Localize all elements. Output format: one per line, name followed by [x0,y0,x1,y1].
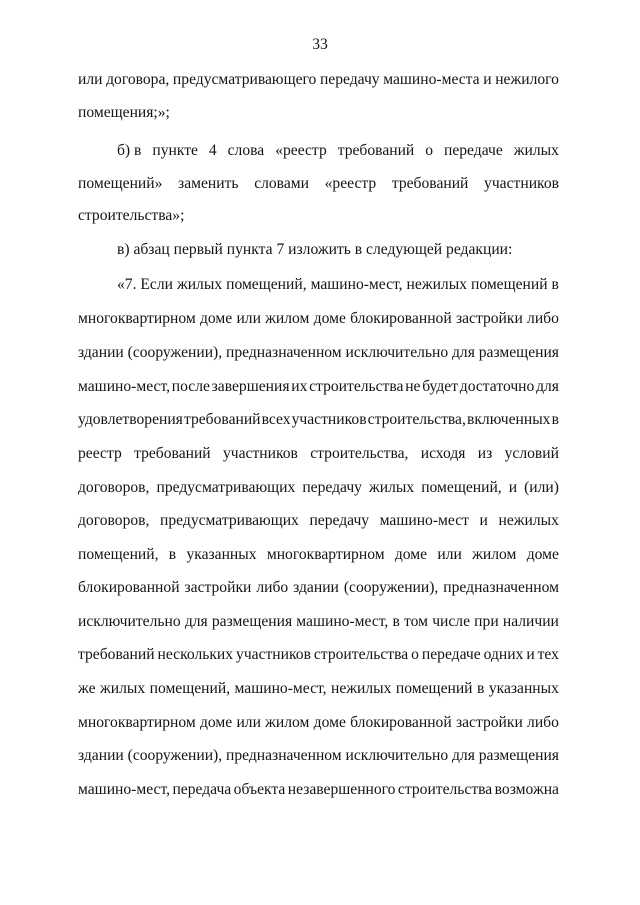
word: исключительно [78,613,181,630]
word: всех [261,411,291,428]
word: для [452,344,475,361]
word: предусматривающего [172,71,317,88]
word: передаче [443,142,503,159]
word: требований [183,411,261,428]
text-line [78,377,559,397]
text-line [78,578,559,598]
text-line: помещения;»; [78,104,170,121]
text-line [78,444,559,464]
word: помещений, [421,479,502,496]
word: незавершенного [287,781,396,798]
word: указанных [186,546,257,563]
word: заменить [178,175,239,192]
text-line [78,780,559,800]
word: в [476,680,485,697]
text-line [78,174,559,194]
word: доме [394,546,428,563]
word: в [168,546,177,563]
word: (сооружении), [127,747,223,764]
word: застройки [455,714,523,731]
text-line [117,141,559,161]
word: нежилых [331,680,392,697]
word: (или) [524,479,559,496]
word: или [236,714,261,731]
word: машино-мест [379,512,469,529]
word: либо [527,714,559,731]
word: в [551,411,559,428]
word: после [171,378,210,395]
word: условий [504,445,559,462]
word: слова [227,142,265,159]
word: указанных [488,680,559,697]
word: и [526,646,535,663]
text-line: строительства»; [78,207,185,224]
word: помещений» [78,175,163,192]
word: же [78,680,96,697]
word: участников [291,411,367,428]
text-line [78,410,559,430]
word: строительства [309,378,404,395]
word: исходя [420,445,466,462]
word: о [411,646,419,663]
word: застройки [455,310,523,327]
word: жилых [99,680,146,697]
word: исключительно [345,747,449,764]
word: многоквартирном [78,310,196,327]
word: доме [199,714,233,731]
word: из [477,445,493,462]
word: либо [527,310,559,327]
word: том [404,613,429,630]
word: размещения [211,613,293,630]
word: тех [537,646,559,663]
word: исключительно [345,344,449,361]
text-line: в) абзац первый пункта 7 изложить в следующей редакции: [117,241,513,258]
word: предусматривающих [156,479,296,496]
text-line [78,713,559,733]
word: их [291,378,308,395]
word: в [551,276,559,293]
word: строительства [397,781,493,798]
word: строительства, [310,445,409,462]
word: 4 [208,142,217,159]
word: размещения [478,747,559,764]
word: жилых [176,276,223,293]
word: или [78,71,103,88]
word: строительства [313,646,409,663]
text-line [117,275,559,295]
word: удовлетворения [78,411,183,428]
word: пункте [152,142,198,159]
word: (сооружении), [343,579,439,596]
word: б) в [117,142,142,159]
word: здании [293,579,339,596]
word: передача [172,781,232,798]
word: и [508,479,518,496]
word: или [437,546,462,563]
word: машино-мест, [78,378,171,395]
word: либо [256,579,289,596]
word: многоквартирном [78,714,196,731]
word: размещения [478,344,559,361]
text-line [78,70,559,90]
word: помещений, [149,680,231,697]
word: и [479,512,488,529]
word: жилом [265,714,310,731]
word: помещений [470,276,548,293]
word: будет [422,378,459,395]
word: передачу [302,479,362,496]
word: предназначенном [225,747,342,764]
text-line [78,545,559,565]
word: участников [236,646,311,663]
word: доме [313,714,346,731]
word: участников [222,445,298,462]
word: числе [432,613,470,630]
word: помещений [395,680,473,697]
word: реестр [78,445,122,462]
word: предназначенном [225,344,342,361]
word: словами [254,175,309,192]
word: жилых [368,479,415,496]
word: «реестр [275,142,327,159]
word: блокированной [78,579,180,596]
word: передаче [421,646,481,663]
word: доме [526,546,559,563]
text-line [78,478,559,498]
word: машино-мест, [234,680,327,697]
word: предусматривающих [160,512,299,529]
word: не [405,378,421,395]
word: «реестр [324,175,377,192]
word: нежилого [495,71,559,88]
word: машино-мест, [310,276,403,293]
word: блокированной [350,714,452,731]
word: и [483,71,492,88]
word: передачу [319,71,380,88]
text-line [78,612,559,632]
word: требований [78,646,155,663]
word: объекта [233,781,286,798]
word: застройки [184,579,252,596]
word: наличии [502,613,559,630]
word: нескольких [157,646,234,663]
word: «7. Если [117,276,173,293]
word: в [392,613,400,630]
text-line [78,343,559,363]
word: завершения [211,378,290,395]
word: для [452,747,475,764]
word: участников [484,175,559,192]
word: или [236,310,261,327]
word: машино-места [383,71,480,88]
word: (сооружении), [127,344,223,361]
text-line [78,309,559,329]
word: многоквартирном [266,546,385,563]
word: доме [199,310,233,327]
word: жилых [513,142,559,159]
word: передачу [309,512,370,529]
text-line [78,679,559,699]
word: предназначенном [443,579,559,596]
text-line [78,746,559,766]
page-number: 33 [312,36,328,53]
word: для [536,378,559,395]
word: жилом [265,310,310,327]
word: машино-мест, [296,613,389,630]
word: доме [313,310,346,327]
word: договора, [106,71,170,88]
word: требований [337,142,415,159]
word: достаточно [459,378,535,395]
text-line [78,645,559,665]
text-line [78,511,559,531]
word: помещений, [78,546,159,563]
word: требований [391,175,469,192]
word: требований [134,445,211,462]
word: включенных [466,411,551,428]
word: помещений, [226,276,307,293]
word: здании [78,344,124,361]
word: строительства, [367,411,466,428]
word: жилом [472,546,517,563]
word: возможна [494,781,559,798]
word: одних [483,646,524,663]
word: о [425,142,434,159]
word: нежилых [498,512,559,529]
word: блокированной [350,310,452,327]
word: машино-мест, [78,781,171,798]
word: нежилых [406,276,467,293]
word: для [184,613,208,630]
word: здании [78,747,124,764]
word: договоров, [78,512,150,529]
word: договоров, [78,479,150,496]
word: при [474,613,499,630]
